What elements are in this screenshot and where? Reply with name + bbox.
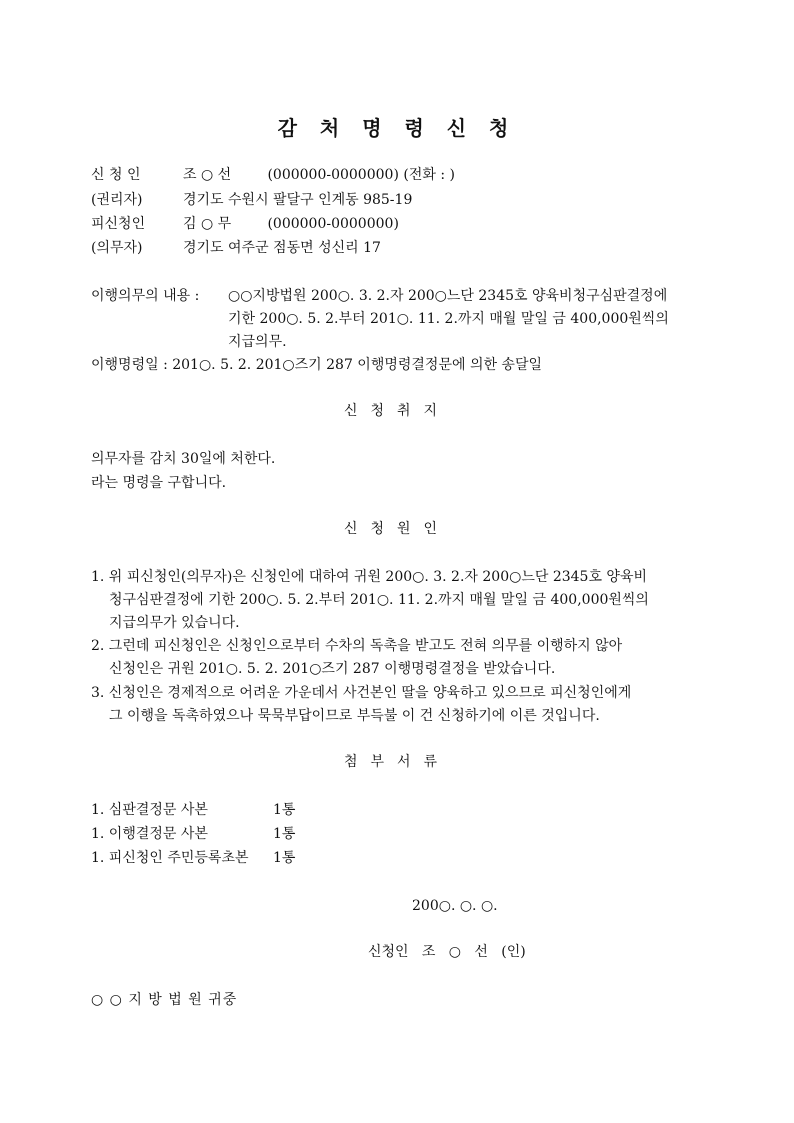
creditor-address: 경기도 수원시 팔달구 인계동 985-19 [183,192,413,208]
cause-heading: 신청원인 [343,521,451,537]
applicant-phone: (전화 : ) [403,167,455,183]
attachment-item [91,824,295,844]
cause-item1-line3: 지급의무가 있습니다. [109,615,240,631]
attachment-count: 1통 [273,802,296,818]
attachments-heading: 첨부서류 [343,754,451,770]
attachment-item [91,848,295,868]
respondent-name: 김 ○ 무 [183,216,232,232]
applicant-signature: 신청인 조 ○ 선 (인) [368,944,526,960]
obligation-text-2: 기한 200○. 5. 2.부터 201○. 11. 2.까지 매월 말일 금 400,000원씩의 [228,311,669,327]
creditor-label: (권리자) [91,192,143,208]
debtor-line [91,238,381,258]
attachment-name: 1. 피신청인 주민등록초본 [91,850,249,866]
order-date: 이행명령일 : 201○. 5. 2. 201○즈기 287 이행명령결정문에 의한 송달일 [91,357,543,373]
cause-item3-line2: 그 이행을 독촉하였으나 묵묵부답이므로 부득불 이 건 신청하기에 이른 것입니다. [109,708,600,724]
applicant-id: (000000-0000000) [267,167,399,183]
respondent-label: 피신청인 [91,216,146,232]
respondent-id: (000000-0000000) [267,216,399,232]
cause-item3-line1: 3. 신청인은 경제적으로 어려운 가운데서 사건본인 딸을 양육하고 있으므로 피신청인에게 [91,685,632,701]
applicant-label: 신 청 인 [91,167,141,183]
obligation-label: 이행의무의 내용 : [91,288,200,304]
purpose-line-1: 의무자를 감치 30일에 처한다. [91,451,276,467]
attachment-name: 1. 이행결정문 사본 [91,826,208,842]
cause-item2-line2: 신청인은 귀원 201○. 5. 2. 201○즈기 287 이행명령결정을 받았습니다. [109,661,556,677]
application-date: 200○. ○. ○. [412,898,498,914]
applicant-line [91,165,455,185]
respondent-line [91,214,399,234]
obligation-text-3: 지급의무. [228,334,287,350]
document-title: 감 처 명 령 신 청 [277,116,517,140]
creditor-line [91,190,412,210]
attachment-name: 1. 심판결정문 사본 [91,802,208,818]
attachment-item [91,800,295,820]
applicant-name: 조 ○ 선 [183,167,232,183]
purpose-heading: 신청취지 [343,403,451,419]
attachment-count: 1통 [273,850,296,866]
court-addressee: ○ ○ 지 방 법 원 귀중 [91,992,238,1008]
cause-item2-line1: 2. 그런데 피신청인은 신청인으로부터 수차의 독촉을 받고도 전혀 의무를 이행하지 않아 [91,638,623,654]
obligation-text-1: ○○지방법원 200○. 3. 2.자 200○느단 2345호 양육비청구심판결정에 [228,288,668,304]
debtor-address: 경기도 여주군 점동면 성신리 17 [183,240,381,256]
debtor-label: (의무자) [91,240,143,256]
cause-item1-line1: 1. 위 피신청인(의무자)은 신청인에 대하여 귀원 200○. 3. 2.자 200○느단 2345호 양육비 [91,569,648,585]
purpose-line-2: 라는 명령을 구합니다. [91,475,227,491]
cause-item1-line2: 청구심판결정에 기한 200○. 5. 2.부터 201○. 11. 2.까지 매월 말일 금 400,000원씩의 [109,592,649,608]
attachment-count: 1통 [273,826,296,842]
obligation-line-1 [91,286,667,306]
